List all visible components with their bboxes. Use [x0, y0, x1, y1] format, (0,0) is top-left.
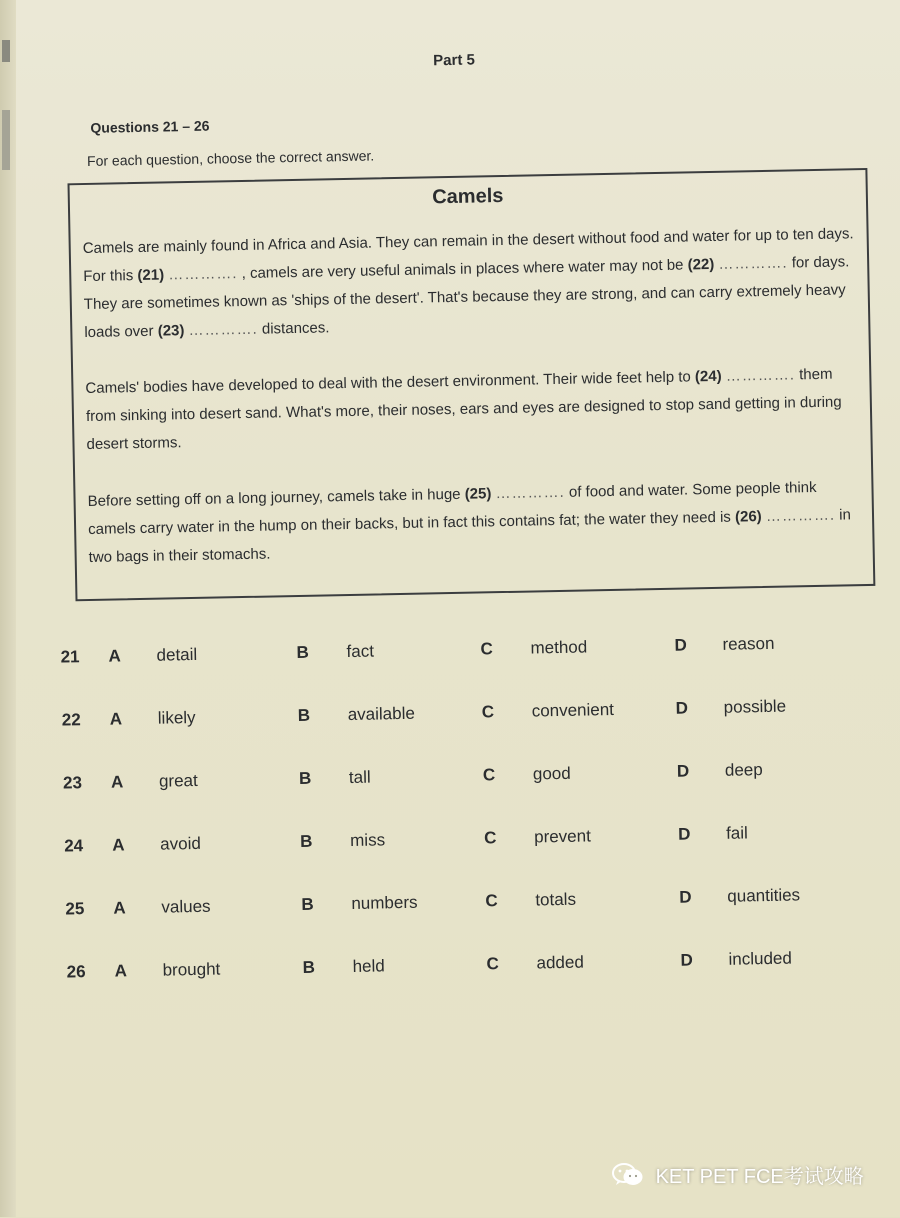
answer-options	[56, 632, 856, 982]
passage-title: Camels	[432, 184, 504, 209]
option-c: totals	[535, 889, 577, 910]
option-letter-c: C	[480, 639, 493, 659]
question-number: 23	[62, 773, 83, 793]
answer-gap: ………….	[765, 506, 836, 525]
option-b: held	[352, 956, 385, 976]
answer-gap: ………….	[725, 366, 796, 385]
option-row-22	[58, 695, 858, 740]
paragraph-text: Before setting off on a long journey, camels take in huge	[87, 485, 461, 510]
option-a: avoid	[160, 833, 202, 854]
option-d: possible	[723, 696, 787, 717]
option-letter-b: B	[299, 831, 313, 851]
passage-paragraph-1	[82, 220, 856, 347]
option-a: detail	[156, 644, 198, 665]
option-a: great	[158, 770, 198, 791]
option-letter-d: D	[676, 761, 690, 781]
option-d: fail	[725, 823, 749, 843]
watermark-text: KET PET FCE考试攻略	[655, 1166, 864, 1188]
answer-gap: ………….	[495, 483, 565, 503]
paragraph-text: for days. They are sometimes known as 'ships of the desert'. That's because they are strong, and can carry extremely heavy loads over	[83, 253, 850, 342]
paragraph-text: of food and water. Some people think camels carry water in the hump on their backs, but in fact this contains fat; the water they need is	[87, 478, 817, 538]
question-number: 21	[60, 647, 80, 667]
answer-gap: ………….	[168, 265, 238, 284]
option-letter-c: C	[481, 702, 495, 722]
option-letter-d: D	[675, 698, 689, 718]
gap-number-21: (21)	[137, 266, 165, 284]
option-letter-c: C	[485, 891, 498, 911]
option-c: good	[532, 763, 571, 784]
option-b: available	[347, 703, 416, 725]
option-letter-b: B	[296, 642, 310, 663]
option-letter-b: B	[298, 768, 312, 788]
option-letter-b: B	[297, 705, 311, 725]
option-letter-c: C	[483, 828, 497, 848]
option-letter-a: A	[110, 772, 124, 792]
question-number: 22	[61, 710, 81, 730]
page-binding-edge	[0, 0, 16, 1217]
binding-mark	[2, 40, 10, 62]
answer-gap: ………….	[718, 254, 788, 273]
paragraph-text: them from sinking into desert sand. What's more, their noses, ears and eyes are designed to stop sand getting in during desert storms.	[85, 365, 842, 454]
option-letter-a: A	[114, 961, 128, 981]
watermark	[612, 1160, 864, 1192]
paragraph-text: distances.	[261, 319, 330, 338]
option-d: included	[728, 948, 793, 969]
option-letter-d: D	[674, 635, 687, 655]
binding-mark	[2, 110, 10, 170]
option-d: deep	[724, 760, 763, 780]
option-a: values	[161, 896, 211, 917]
option-d: quantities	[727, 885, 801, 906]
option-c: method	[530, 637, 588, 658]
gap-number-23: (23)	[157, 322, 185, 340]
paragraph-text: Camels are mainly found in Africa and Asia. They can remain in the desert without food and water for up to ten days. For this	[82, 225, 854, 286]
paragraph-text: in two bags in their stomachs.	[88, 506, 852, 566]
question-number: 25	[65, 899, 85, 919]
option-row-25	[61, 884, 861, 929]
option-letter-a: A	[109, 709, 123, 729]
answer-gap: ………….	[188, 320, 258, 340]
exam-sheet	[44, 2, 900, 1218]
option-c: prevent	[533, 826, 592, 847]
part-title: Part 5	[433, 51, 476, 70]
question-range: Questions 21 – 26	[90, 117, 210, 136]
option-b: miss	[349, 830, 386, 851]
gap-number-26: (26)	[734, 508, 762, 526]
question-number: 24	[64, 836, 84, 856]
option-row-24	[60, 821, 860, 866]
reading-passage-box	[67, 168, 875, 601]
option-letter-b: B	[302, 957, 316, 977]
option-c: convenient	[531, 699, 615, 721]
option-letter-b: B	[301, 894, 314, 914]
option-letter-c: C	[482, 765, 496, 785]
gap-number-22: (22)	[687, 255, 715, 274]
option-letter-a: A	[108, 646, 122, 666]
option-letter-a: A	[112, 835, 125, 855]
option-row-23	[59, 758, 859, 803]
option-a: brought	[162, 959, 221, 980]
option-d: reason	[722, 633, 775, 654]
option-c: added	[536, 952, 585, 973]
option-a: likely	[157, 707, 196, 728]
option-letter-c: C	[486, 954, 500, 974]
option-b: numbers	[351, 892, 418, 914]
option-row-26	[62, 947, 862, 992]
gap-number-25: (25)	[464, 485, 492, 503]
question-number: 26	[66, 962, 86, 982]
option-letter-a: A	[113, 898, 126, 918]
wechat-icon	[612, 1162, 644, 1188]
passage-paragraph-2	[85, 360, 858, 459]
option-b: fact	[346, 641, 375, 662]
passage-paragraph-3	[87, 473, 860, 572]
option-letter-d: D	[679, 887, 692, 907]
option-row-21	[56, 632, 856, 677]
instruction: For each question, choose the correct answer.	[86, 147, 375, 169]
paragraph-text: , camels are very useful animals in places where water may not be	[241, 256, 684, 282]
gap-number-24: (24)	[694, 367, 722, 386]
option-b: tall	[348, 767, 371, 788]
option-letter-d: D	[677, 824, 691, 844]
option-letter-d: D	[680, 950, 693, 970]
paragraph-text: Camels' bodies have developed to deal with the desert environment. Their wide feet help to	[85, 368, 691, 398]
